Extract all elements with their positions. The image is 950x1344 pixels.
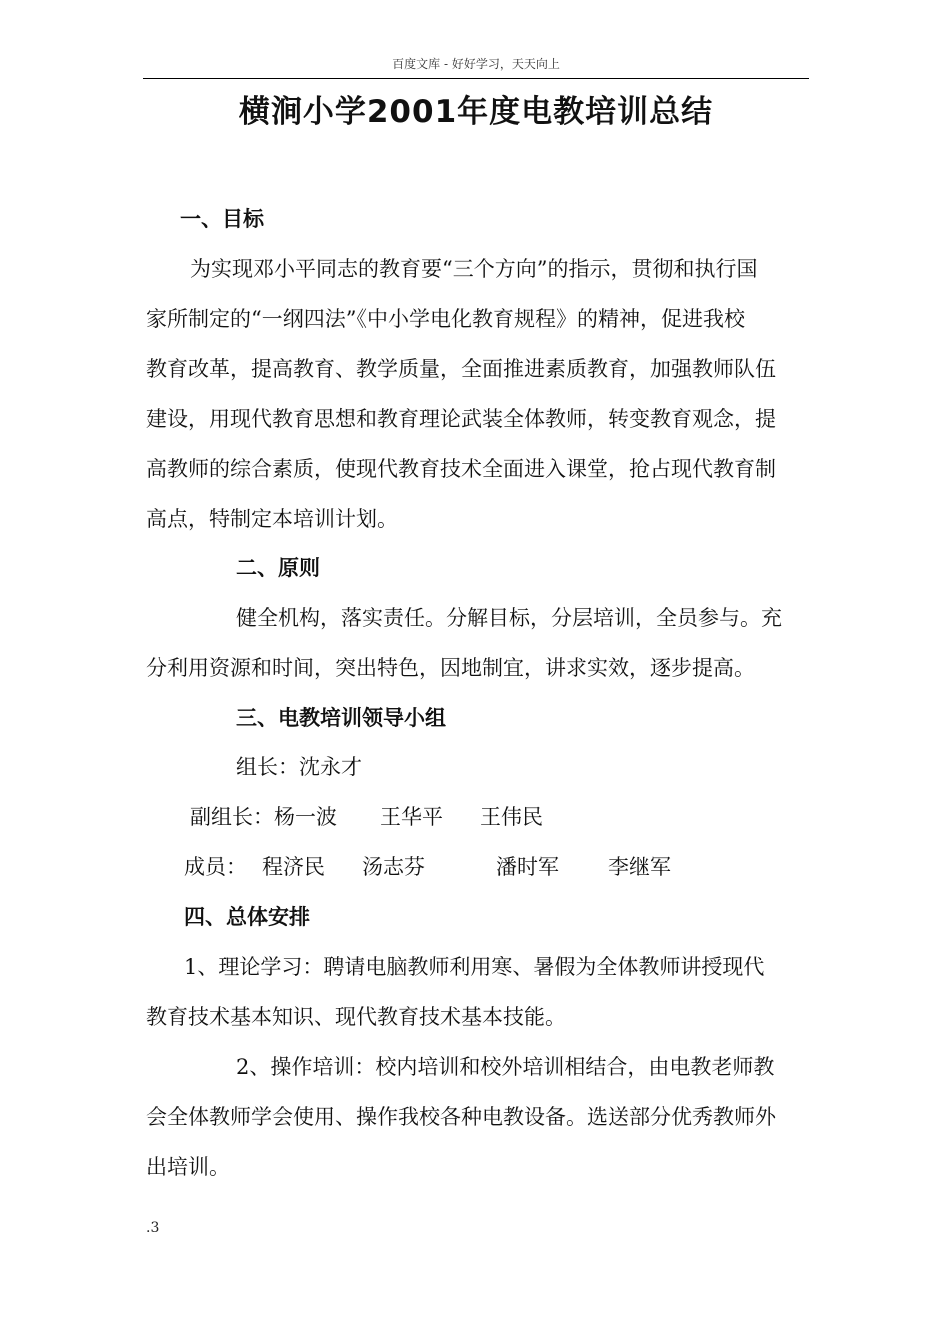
- member-name: 李继军: [608, 855, 671, 879]
- paragraph-line: 高点，特制定本培训计划。: [146, 507, 398, 531]
- section-heading-goals: 一、目标: [180, 207, 264, 231]
- member-name: 程济民: [262, 855, 325, 879]
- deputy-line: [190, 802, 590, 832]
- members-label: 成员：: [184, 855, 247, 879]
- paragraph-line: 教育改革，提高教育、教学质量，全面推进素质教育，加强教师队伍: [146, 357, 776, 381]
- paragraph-line: 家所制定的“一纲四法”《中小学电化教育规程》的精神，促进我校: [146, 307, 745, 331]
- paragraph-line: 建设，用现代教育思想和教育理论武装全体教师，转变教育观念，提: [146, 407, 776, 431]
- page-header: 百度文库 - 好好学习，天天向上: [392, 57, 560, 71]
- paragraph-line: 健全机构，落实责任。分解目标，分层培训，全员参与。充: [236, 606, 782, 630]
- deputy-name: 王华平: [380, 805, 443, 829]
- header-divider: [143, 78, 809, 79]
- paragraph-line: 出培训。: [146, 1155, 230, 1179]
- principles-paragraph: [146, 603, 782, 703]
- section-heading-principles: 二、原则: [236, 556, 320, 580]
- member-name: 潘时军: [496, 855, 559, 879]
- members-line: [184, 852, 704, 882]
- document-title: 横涧小学2001年度电教培训总结: [238, 94, 714, 130]
- leader-line: 组长：沈永才: [236, 755, 362, 779]
- arrangement-item-2: [146, 1052, 776, 1202]
- paragraph-line: 会全体教师学会使用、操作我校各种电教设备。选送部分优秀教师外: [146, 1105, 776, 1129]
- deputy-name: 王伟民: [480, 805, 543, 829]
- page-number: .3: [146, 1220, 160, 1236]
- goals-paragraph: [146, 254, 776, 554]
- arrangement-item-1: [146, 952, 764, 1052]
- paragraph-line: 高教师的综合素质，使现代教育技术全面进入课堂，抢占现代教育制: [146, 457, 776, 481]
- deputy-label: 副组长：杨一波: [190, 805, 337, 829]
- paragraph-line: 为实现邓小平同志的教育要“三个方向”的指示，贯彻和执行国: [190, 257, 758, 281]
- paragraph-line: 分利用资源和时间，突出特色，因地制宜，讲求实效，逐步提高。: [146, 656, 755, 680]
- paragraph-line: 教育技术基本知识、现代教育技术基本技能。: [146, 1005, 566, 1029]
- member-name: 汤志芬: [362, 855, 425, 879]
- paragraph-line: 2、操作培训：校内培训和校外培训相结合，由电教老师教: [236, 1055, 775, 1079]
- paragraph-line: 1、理论学习：聘请电脑教师利用寒、暑假为全体教师讲授现代: [184, 955, 765, 979]
- section-heading-leadership: 三、电教培训领导小组: [236, 706, 446, 730]
- section-heading-arrangement: 四、总体安排: [184, 905, 310, 929]
